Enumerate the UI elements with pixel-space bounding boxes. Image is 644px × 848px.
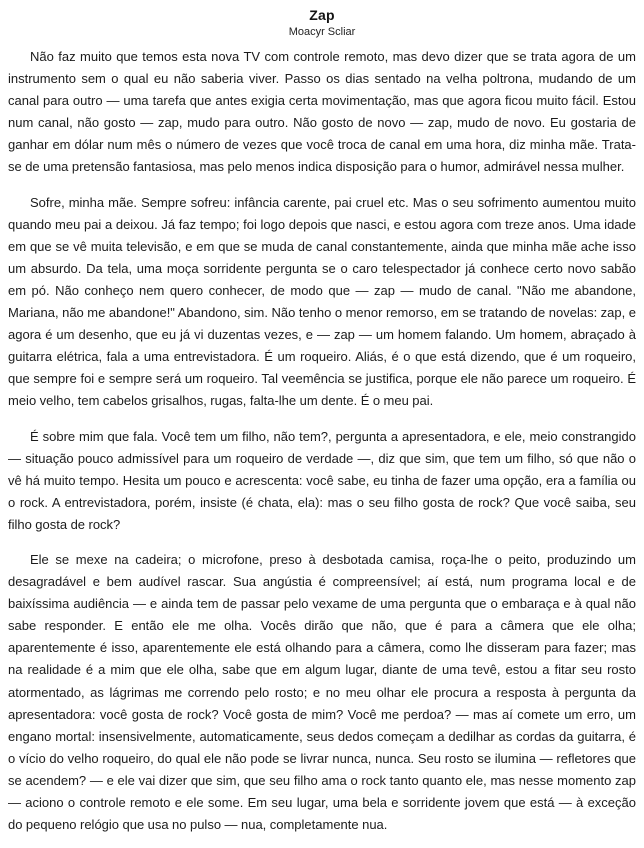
paragraph: Sofre, minha mãe. Sempre sofreu: infância carente, pai cruel etc. Mas o seu sofrimento aumentou muito quando meu pai a deixou. Já faz tempo; foi logo depois que nasci, e estou agora com treze anos. Uma idade em que se vê muita televisão, e em que se muda de canal constantemente, ainda que minha mãe ache isso um absurdo. Da tela, uma moça sorridente pergunta se o caro telespectador já conhece certo novo sabão em pó. Não conheço nem quero conhecer, de modo que — zap — mudo de canal. "Não me abandone, Mariana, não me abandone!" Abandono, sim. Não tenho o menor remorso, em se tratando de novelas: zap, e agora é um desenho, que eu já vi duzentas vezes, e — zap — um homem falando. Um homem, abraçado à guitarra elétrica, fala a uma entrevistadora. É um roqueiro. Aliás, é o que está dizendo, que é um roqueiro, que sempre foi e sempre será um roqueiro. Tal veemência se justifica, porque ele não parece um roqueiro. É meio velho, tem cabelos grisalhos, rugas, falta-lhe um dente. É o meu pai. xyxy=(8,194,636,409)
document-author: Moacyr Scliar xyxy=(288,26,356,38)
document-header xyxy=(8,6,636,40)
document-body xyxy=(8,46,636,836)
paragraph: Não faz muito que temos esta nova TV com controle remoto, mas devo dizer que se trata agora de um instrumento sem o qual eu não saberia viver. Passo os dias sentado na velha poltrona, mudando de um canal para outro — uma tarefa que antes exigia certa movimentação, mas que agora ficou muito fácil. Estou num canal, não gosto — zap, mudo para outro. Não gosto de novo — zap, mudo de novo. Eu gostaria de ganhar em dólar num mês o número de vezes que você troca de canal em uma hora, diz minha mãe. Trata-se de uma pretensão fantasiosa, mas pelo menos indica disposição para o humor, admirável nessa mulher. xyxy=(8,49,636,175)
page-title: Zap xyxy=(309,7,335,23)
paragraph: Ele se mexe na cadeira; o microfone, preso à desbotada camisa, roça-lhe o peito, produzindo um desagradável e bem audível rascar. Sua angústia é compreensível; aí está, num programa local e de baixíssima audiência — e ainda tem de passar pelo vexame de uma pergunta que o embaraça e à qual não sabe responder. E então ele me olha. Vocês dirão que não, que é para a câmera que ele olha; aparentemente é isso, aparentemente ele está olhando para a câmera, como lhe disseram para fazer; mas na realidade é a mim que ele olha, sabe que em algum lugar, diante de uma tevê, estou a fitar seu rosto atormentado, as lágrimas me correndo pelo rosto; e no meu olhar ele procura a resposta à pergunta da apresentadora: você gosta de rock? Você gosta de mim? Você me perdoa? — mas aí comete um erro, um engano mortal: insensivelmente, automaticamente, seus dedos começam a dedilhar as cordas da guitarra, é o vício do velho roqueiro, do qual ele não pode se livrar nunca, nunca. Seu rosto se ilumina — refletores que se acendem? — e ele vai dizer que sim, que seu filho ama o rock tanto quanto ele, mas nesse momento zap — aciono o controle remoto e ele some. Em seu lugar, uma bela e sorridente jovem que está — à exceção do pequeno relógio que usa no pulso — nua, completamente nua. xyxy=(8,551,636,833)
paragraph: É sobre mim que fala. Você tem um filho, não tem?, pergunta a apresentadora, e ele, meio constrangido — situação pouco admissível para um roqueiro de verdade —, diz que sim, que tem um filho, só que não o vê há muito tempo. Hesita um pouco e acrescenta: você sabe, eu tinha de fazer uma opção, era a família ou o rock. A entrevistadora, porém, insiste (é chata, ela): mas o seu filho gosta de rock? Que você saiba, seu filho gosta de rock? xyxy=(8,428,636,532)
